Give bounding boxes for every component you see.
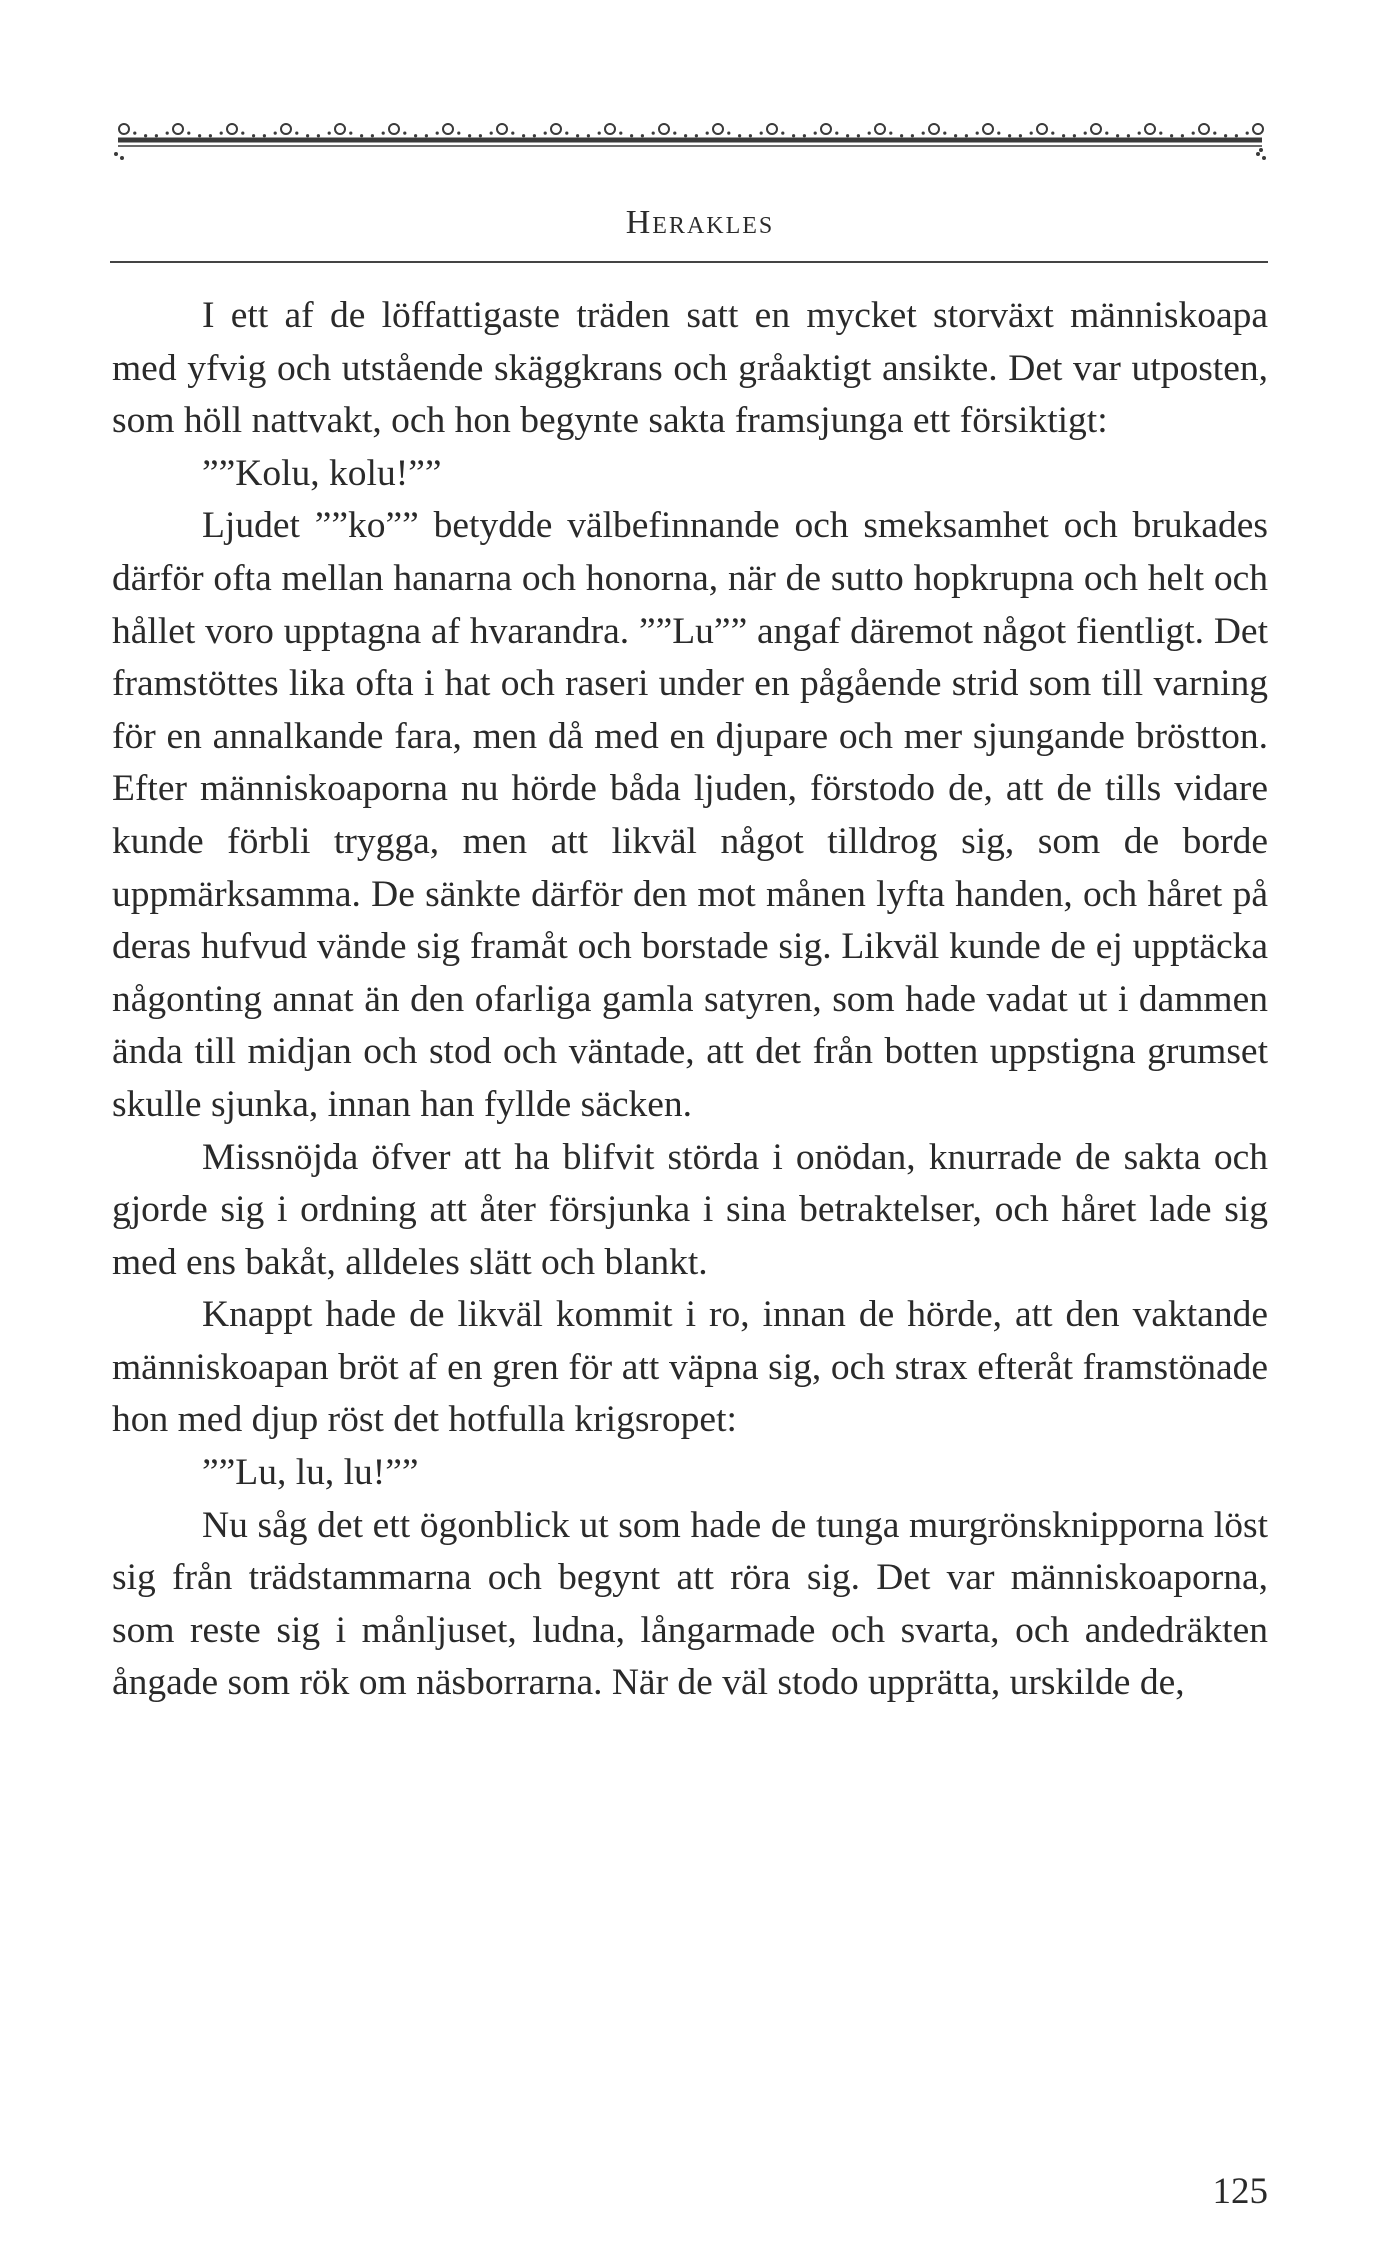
paragraph: Ljudet ””ko”” betydde välbefinnande och smeksamhet och brukades därför ofta mellan hanarna och honorna, när de sutto hopkrupna och helt och hållet voro upptagna af hvarandra. ””Lu”” angaf däremot något fientligt. Det framstöttes lika ofta i hat och raseri under en pågående strid som till varning för en annalkande fara, men då med en djupare och mer sjungande bröstton. Efter människoaporna nu hörde båda ljuden, förstodo de, att de tills vidare kunde förbli trygga, men att likväl något tilldrog sig, som de borde uppmärksamma. De sänkte därför den mot månen lyfta handen, och håret på deras hufvud vände sig framåt och borstade sig. Likväl kunde de ej upptäcka någonting annat än den ofarliga gamla satyren, som hade vadat ut i dammen ända till midjan och stod och väntade, att det från botten uppstigna grumset skulle sjunka, innan han fyllde säcken. [112,505,1268,1125]
ornament-dot [1138,132,1141,135]
ornament-dot [1224,134,1227,137]
ornament-ring [713,124,723,134]
ornament-ring [1145,124,1155,134]
ornament-dot [1008,134,1011,137]
ornament-dot [900,134,903,137]
ornament-dot [1213,132,1216,135]
ornament-ring [1091,124,1101,134]
ornament-dot [468,134,471,137]
ornament-ring [551,124,561,134]
ornament-dot [133,132,136,135]
ornament-dot [727,132,730,135]
ornament-dot [274,132,277,135]
ornament-ring [983,124,993,134]
ornament-dot [306,134,309,137]
ornament-ring [1253,124,1263,134]
ornament-dot [263,134,266,137]
ornament-ring [227,124,237,134]
paragraph: Missnöjda öfver att ha blifvit störda i onödan, knurrade de sakta och gjorde sig i ordning att åter försjunka i sina betraktelser, och håret lade sig med ens bakåt, alldeles slätt och blankt. [112,1136,1268,1283]
ornament-dot [889,132,892,135]
running-title-text: Herakles [625,204,775,241]
ornament-dot [544,132,547,135]
ornament-ring [335,124,345,134]
running-title [0,204,1400,242]
ornament-dot [522,134,525,137]
ornament-ring [443,124,453,134]
ornament-ring [875,124,885,134]
ornament-dot [1105,132,1108,135]
paragraph: I ett af de löffattigaste träden satt en mycket storväxt människoapa med yfvig och utstående skäggkrans och gråaktigt ansikte. Det var utposten, som höll nattvakt, och hon begynte sakta framsjunga ett försiktigt: [112,295,1268,442]
ornament-dot [565,132,568,135]
page-number: 125 [1212,2171,1268,2212]
ornament-dot [695,134,698,137]
ornament-dot [414,134,417,137]
ornament-dot [1073,134,1076,137]
ornament-ring [605,124,615,134]
ornament-corner-dot [114,152,118,156]
ornament-dot [252,134,255,137]
ornament-ring [281,124,291,134]
ornament-corner-dot [120,156,124,160]
ornament-ring [119,124,129,134]
ornament-dot [1159,132,1162,135]
paragraph-speech: ””Kolu, kolu!”” [202,452,442,494]
ornament-dot [781,132,784,135]
ornament-dot [198,134,201,137]
ornament-dot [738,134,741,137]
body-text [112,290,1268,1710]
ornament-dot [511,132,514,135]
ornament-dot [792,134,795,137]
ornament-dot [1084,132,1087,135]
ornament-corner-dot [1259,148,1263,152]
ornament-dot [673,132,676,135]
ornament-dot [457,132,460,135]
ornament-ring [497,124,507,134]
ornament-dot [1116,134,1119,137]
ornament-dot [317,134,320,137]
ornament-dot [241,132,244,135]
ornament-dot [533,134,536,137]
ornament-dot [1192,132,1195,135]
ornament-ring [821,124,831,134]
ornament-dot [360,134,363,137]
ornament-dot [1181,134,1184,137]
ornament-ring [1037,124,1047,134]
ornament-ring [173,124,183,134]
ornament-dot [425,134,428,137]
header-rule [110,261,1268,263]
ornament-dot [166,132,169,135]
ornament-dot [155,134,158,137]
ornament-dot [187,132,190,135]
ornament-dot [706,132,709,135]
paragraph: Knappt hade de likväl kommit i ro, innan de hörde, att den vaktande människoapan bröt af en gren för att väpna sig, och strax efteråt framstönade hon med djup röst det hotfulla krigsropet: [112,1294,1268,1441]
ornament-dot [1235,134,1238,137]
ornament-dot [835,132,838,135]
ornament-dot [490,132,493,135]
ornament-dot [857,134,860,137]
ornament-dot [803,134,806,137]
ornament-dot [760,132,763,135]
ornament-corner-dot [1256,152,1260,156]
paragraph-speech: ””Lu, lu, lu!”” [202,1452,419,1494]
ornament-ring [767,124,777,134]
ornament-dot [630,134,633,137]
ornament-dot [1030,132,1033,135]
ornament-dot [144,134,147,137]
ornament-dot [641,134,644,137]
ornament-dot [976,132,979,135]
ornament-dot [954,134,957,137]
ornament-ring [659,124,669,134]
ornament-corner-dot [1262,156,1266,160]
ornament-dot [1170,134,1173,137]
ornament-dot [684,134,687,137]
ornament-dot [371,134,374,137]
ornament-dot [868,132,871,135]
ornament-dot [328,132,331,135]
ornament-dot [911,134,914,137]
ornament-dot [436,132,439,135]
ornament-dot [479,134,482,137]
ornament-dot [295,132,298,135]
ornament-dot [1051,132,1054,135]
ornament-dot [814,132,817,135]
ornament-dot [576,134,579,137]
ornament-ring [389,124,399,134]
ornament-dot [922,132,925,135]
ornament-dot [1062,134,1065,137]
ornament-dot [965,134,968,137]
ornament-dot [403,132,406,135]
ornament-dot [619,132,622,135]
ornament-dot [749,134,752,137]
ornament-ring [929,124,939,134]
ornament-dot [1019,134,1022,137]
ornament-dot [598,132,601,135]
ornament-ring [1199,124,1209,134]
ornament-dot [652,132,655,135]
ornament-dot [220,132,223,135]
ornament-dot [846,134,849,137]
ornament-dot [1246,132,1249,135]
ornament-dot [1127,134,1130,137]
ornament-dot [209,134,212,137]
decorative-border-icon [112,118,1268,178]
ornament-dot [943,132,946,135]
ornament-dot [587,134,590,137]
paragraph: Nu såg det ett ögonblick ut som hade de tunga murgrönsknipporna löst sig från trädstammarna och begynt att röra sig. Det var människoaporna, som reste sig i månljuset, ludna, långarmade och svarta, och andedräkten ångade som rök om näsborrarna. När de väl stodo upprätta, urskilde de, [112,1504,1268,1704]
ornament-dot [382,132,385,135]
ornament-dot [349,132,352,135]
ornament-dot [997,132,1000,135]
